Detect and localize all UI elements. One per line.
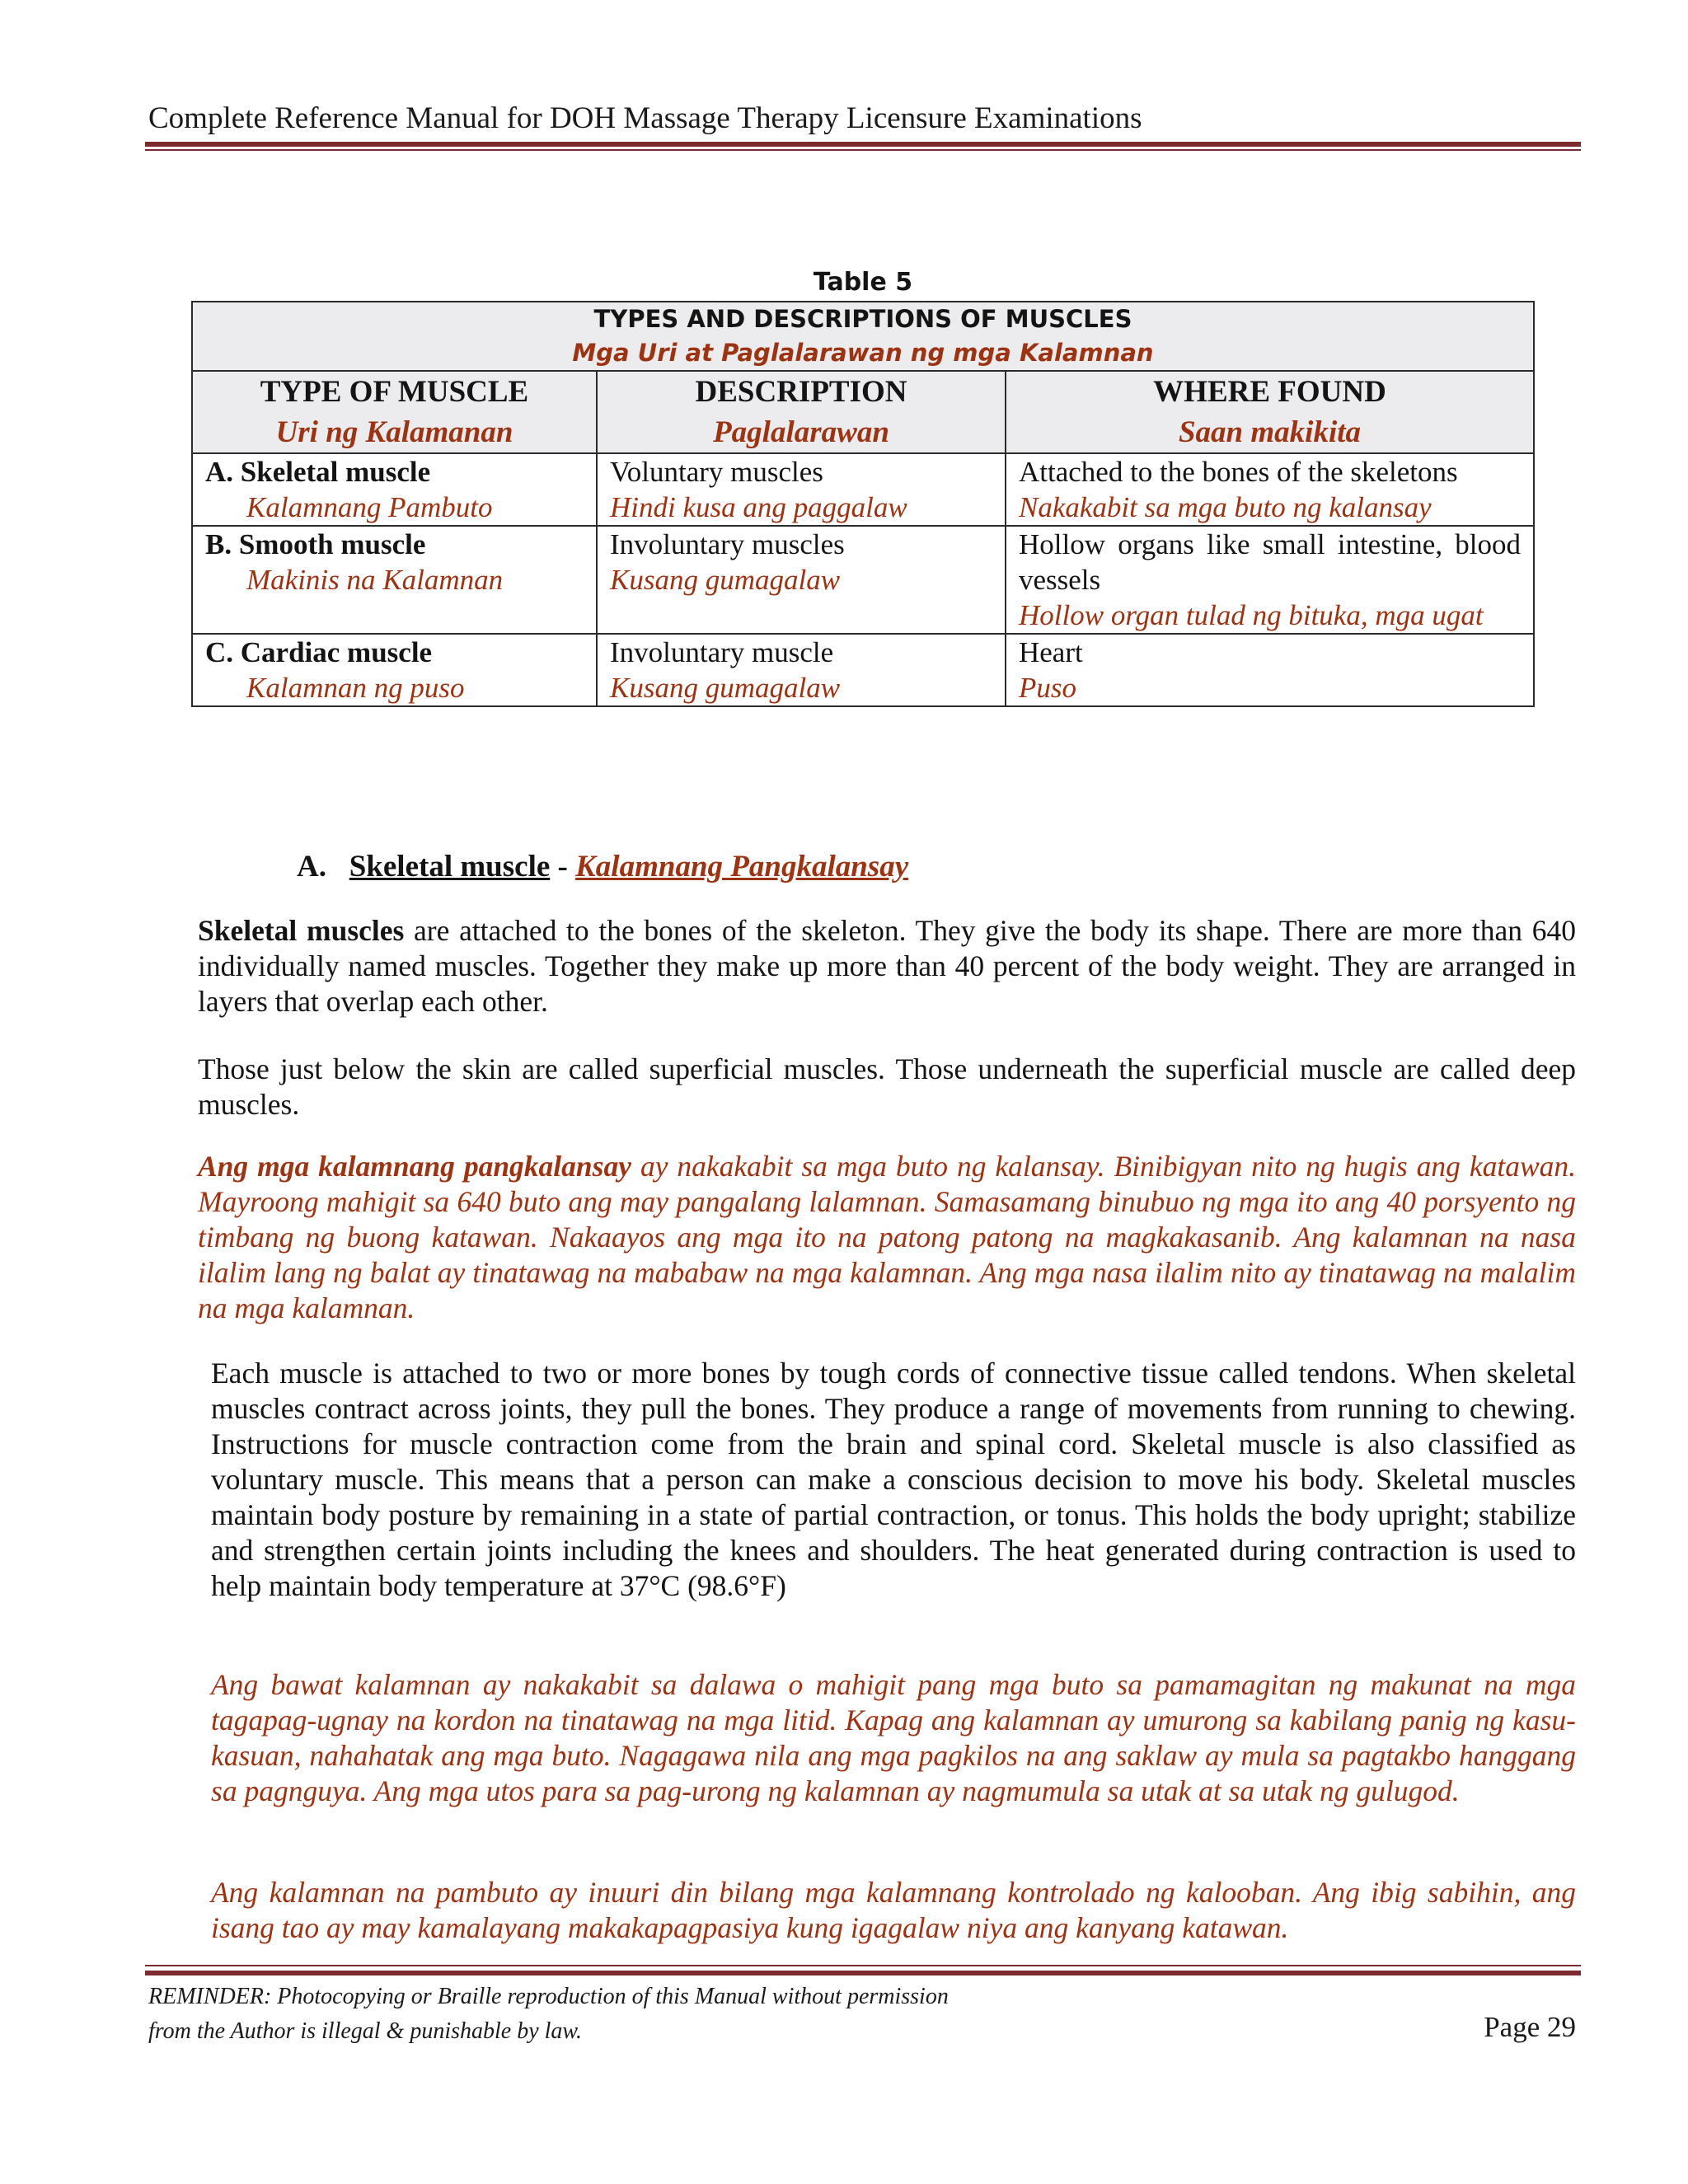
paragraph-body: are attached to the bones of the skeleton. They give the body its shape. There are more than 640 individually named muscles. Together they make up more than 40 percent of the body weight. They are arranged in layers that overlap each other. — [198, 914, 1576, 1018]
cell-type — [192, 526, 597, 634]
paragraph-tendons: Each muscle is attached to two or more bones by tough cords of connective tissue called tendons. When skeletal muscles contract across joints, they pull the bones. They produce a range of movements from running to chewing. Instructions for muscle contraction come from the brain and spinal cord. Skeletal muscle is also classified as voluntary muscle. This means that a person can make a conscious decision to move his body. Skeletal muscles maintain body posture by remaining in a state of partial contraction, or tonus. This holds the body upright; stabilize and strengthen certain joints including the knees and shoulders. The heat generated during contraction is used to help maintain body temperature at 37°C (98.6°F) — [211, 1357, 1576, 1602]
desc-en: Involuntary muscles — [610, 528, 845, 560]
column-header-description — [597, 371, 1006, 453]
table-row — [192, 453, 1534, 526]
column-header-en: DESCRIPTION — [695, 375, 907, 409]
cell-description — [597, 526, 1006, 634]
paragraph-skeletal-intro-tl — [198, 1149, 1576, 1326]
table-header-row — [192, 371, 1534, 453]
table-title-row — [192, 302, 1534, 371]
desc-en: Involuntary muscle — [610, 636, 834, 668]
desc-tl: Kusang gumagalaw — [610, 564, 841, 596]
where-en: Heart — [1019, 636, 1083, 668]
header-rule-thick — [145, 142, 1581, 147]
where-tl: Hollow organ tulad ng bituka, mga ugat — [1019, 599, 1484, 631]
table-title-cell — [192, 302, 1534, 371]
paragraph-skeletal-intro — [198, 913, 1576, 1019]
column-header-en: WHERE FOUND — [1153, 375, 1386, 409]
cell-type — [192, 453, 597, 526]
paragraph-voluntary-tl: Ang kalamnan na pambuto ay inuuri din bilang mga kalamnang kontrolado ng kalooban. Ang ibig sabihin, ang isang tao ay may kamalayang makakapagpasiya kung igagalaw niya ang kanyang katawan. — [211, 1876, 1576, 1944]
cell-description — [597, 634, 1006, 706]
paragraph-lead: Skeletal muscles — [198, 914, 405, 947]
page-number: Page 29 — [1484, 2011, 1576, 2043]
footer-reminder — [148, 1980, 949, 2049]
footer-reminder-line1: REMINDER: Photocopying or Braille reproduction of this Manual without permission — [148, 1984, 949, 2009]
type-tl: Kalamnan ng puso — [246, 672, 465, 704]
section-heading — [297, 849, 908, 884]
column-header-where-found — [1006, 371, 1534, 453]
cell-type — [192, 634, 597, 706]
type-en: A. Skeletal muscle — [205, 456, 431, 488]
footer-rule-thin — [145, 1965, 1581, 1966]
column-header-tl: Uri ng Kalamanan — [275, 415, 513, 449]
cell-where-found — [1006, 634, 1534, 706]
where-tl: Puso — [1019, 672, 1076, 704]
where-tl: Nakakabit sa mga buto ng kalansay — [1019, 491, 1432, 523]
footer-reminder-line2: from the Author is illegal & punishable by law. — [148, 2018, 583, 2044]
footer-rule-thick — [145, 1971, 1581, 1975]
section-title-en: Skeletal muscle — [349, 850, 551, 883]
column-header-en: TYPE OF MUSCLE — [260, 375, 529, 409]
table-row — [192, 526, 1534, 634]
section-title-tl: Kalamnang Pangkalansay — [575, 850, 909, 883]
type-tl: Kalamnang Pambuto — [246, 491, 493, 523]
paragraph-body: ay nakakabit sa mga buto ng kalansay. Binibigyan nito ng hugis ang katawan. Mayroong mahigit sa 640 buto ang may pangalang lalamnan. Samasamang binubuo ng mga ito ang 40 porsyento ng timbang ng buong katawan. Nakaayos ang mga ito na patong patong na magkakasanib. Ang kalamnan na nasa ilalim lang ng balat ay tinatawag na mababaw na mga kalamnan. Ang mga nasa ilalim nito ay tinatawag na malalim na mga kalamnan. — [198, 1150, 1577, 1324]
table-caption: Table 5 — [813, 268, 913, 297]
where-en: Attached to the bones of the skeletons — [1019, 456, 1458, 488]
paragraph-tendons-tl: Ang bawat kalamnan ay nakakabit sa dalawa o mahigit pang mga buto sa pamamagitan ng makunat na mga tagapag-ugnay na kordon na tinatawag na mga litid. Kapag ang kalamnan ay umurong sa kabilang panig ng kasu-kasuan, nahahatak ang mga buto. Nagagawa nila ang mga pagkilos na ang saklaw ay mula sa pagtakbo hanggang sa pagnguya. Ang mga utos para sa pag-urong ng kalamnan ay nagmumula sa utak at sa utak ng gulugod. — [211, 1668, 1576, 1807]
type-tl: Makinis na Kalamnan — [246, 564, 504, 596]
column-header-type — [192, 371, 597, 453]
table-row — [192, 634, 1534, 706]
where-en: Hollow organs like small intestine, blood vessels — [1019, 528, 1521, 596]
section-separator: - — [557, 850, 568, 883]
desc-en: Voluntary muscles — [610, 456, 823, 488]
cell-where-found — [1006, 453, 1534, 526]
desc-tl: Kusang gumagalaw — [610, 672, 841, 704]
paragraph-superficial-deep: Those just below the skin are called superficial muscles. Those underneath the superficial muscle are called deep muscles. — [198, 1052, 1576, 1121]
header-rule-thin — [145, 149, 1581, 151]
section-marker: A. — [297, 850, 326, 883]
muscle-types-table — [191, 301, 1535, 707]
type-en: B. Smooth muscle — [205, 528, 426, 560]
table-title-tl: Mga Uri at Paglalarawan ng mga Kalamnan — [572, 339, 1154, 367]
column-header-tl: Saan makikita — [1178, 415, 1362, 449]
type-en: C. Cardiac muscle — [205, 636, 433, 668]
column-header-tl: Paglalarawan — [713, 415, 889, 449]
cell-description — [597, 453, 1006, 526]
cell-where-found — [1006, 526, 1534, 634]
paragraph-lead: Ang mga kalamnang pangkalansay — [198, 1150, 631, 1183]
table-title-en: TYPES AND DESCRIPTIONS OF MUSCLES — [593, 305, 1132, 333]
desc-tl: Hindi kusa ang paggalaw — [610, 491, 907, 523]
page-header-title: Complete Reference Manual for DOH Massage Therapy Licensure Examinations — [148, 101, 1142, 135]
